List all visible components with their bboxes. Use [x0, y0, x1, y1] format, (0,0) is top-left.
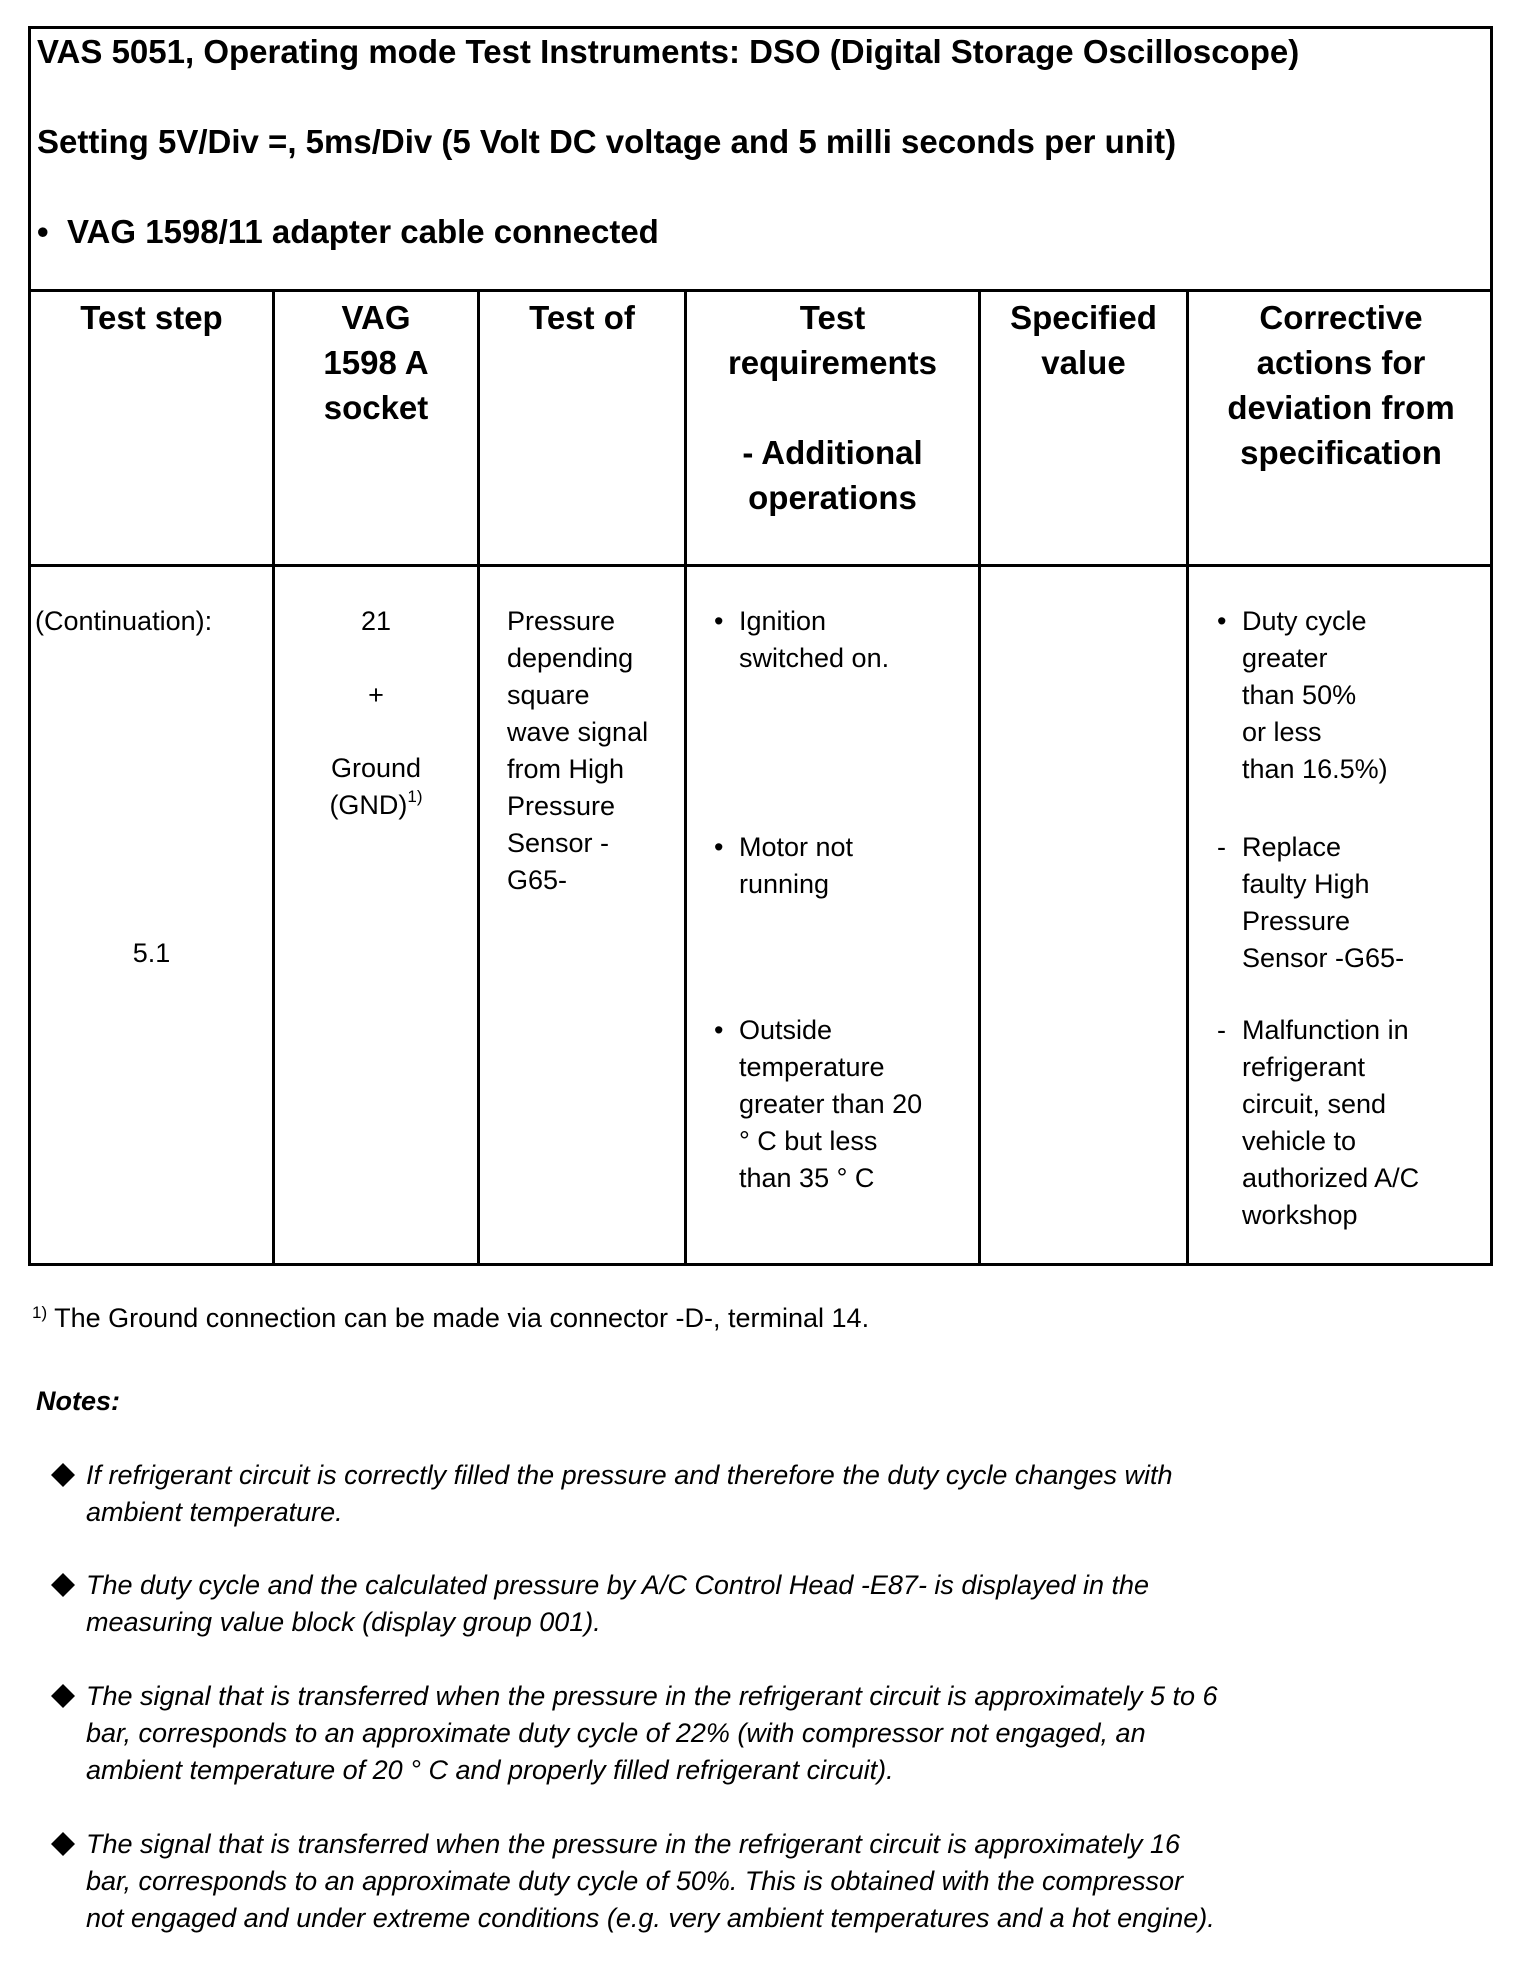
footnote-text: The Ground connection can be made via connector -D-, terminal 14.: [47, 1303, 870, 1333]
col-header-specified-value: Specified value: [1010, 299, 1157, 381]
test-table: VAS 5051, Operating mode Test Instruments: DSO (Digital Storage Oscilloscope) Setting 5V/Div =, 5ms/Div (5 Volt DC voltage and 5 milli seconds per unit) • VAG 1598/11 adapter cable connected Test step VAG 1598 A socket Test of Test requirements - Additional operations Specified value Corrective actions for deviation from specification (Continuation): 5.1 21 + Ground (GND)$^{1)}$ Pressure depending square wave signal from High Pressure Sensor - G65- • Ignition switched on. • Motor not running • Outside temperature greater than 20 ° C but less than 35 ° C • Duty cycle greater than 50% or less than 16.5%) - Replace faulty High Pressure Sensor -G65- - Malfunction in refrigerant circuit, send vehicle to authorized A/C workshop: [28, 26, 1493, 1266]
col-header-socket: VAG 1598 A socket: [323, 299, 429, 426]
column-divider: [978, 292, 981, 1263]
col-header-test-of: Test of: [529, 299, 635, 336]
bullet-icon: •: [714, 606, 724, 636]
socket-ground: Ground: [330, 753, 422, 783]
bullet-icon: •: [714, 832, 724, 862]
column-divider: [477, 292, 480, 1263]
footnote-mark: 1): [32, 1303, 48, 1322]
bullet-icon: •: [1217, 606, 1227, 636]
dash-icon: -: [1217, 1015, 1226, 1045]
socket-gnd: (GND)$^{1)}$: [329, 787, 423, 820]
header-adapter-text: VAG 1598/11 adapter cable connected: [67, 213, 659, 250]
bullet-icon: •: [714, 1015, 724, 1045]
diamond-bullet-icon: [50, 1572, 76, 1598]
continuation-label: (Continuation):: [35, 606, 213, 636]
bullet-icon: •: [37, 213, 49, 250]
notes-title: Notes:: [36, 1386, 121, 1416]
col-header-requirements: Test requirements - Additional operations: [727, 299, 938, 516]
diamond-bullet-icon: [50, 1683, 76, 1709]
table-header-block: [31, 29, 1490, 292]
socket-plus: +: [368, 680, 384, 710]
dash-icon: -: [1217, 832, 1226, 862]
test-step-number: 5.1: [132, 938, 171, 968]
col-header-test-step: Test step: [80, 299, 223, 336]
header-setting: Setting 5V/Div =, 5ms/Div (5 Volt DC voltage and 5 milli seconds per unit): [37, 123, 1177, 160]
col-header-corrective: Corrective actions for deviation from specification: [1227, 299, 1455, 471]
diamond-bullet-icon: [50, 1462, 76, 1488]
row-divider: [31, 564, 1490, 567]
test-of-text: Pressure depending square wave signal from High Pressure Sensor - G65-: [507, 606, 649, 895]
socket-number: 21: [360, 606, 392, 636]
diamond-bullet-icon: [50, 1831, 76, 1857]
footnote-ref: 1): [407, 787, 423, 806]
footnote: [32, 1303, 869, 1334]
header-title: VAS 5051, Operating mode Test Instruments: DSO (Digital Storage Oscilloscope): [37, 33, 1300, 70]
header-adapter: [37, 213, 659, 251]
